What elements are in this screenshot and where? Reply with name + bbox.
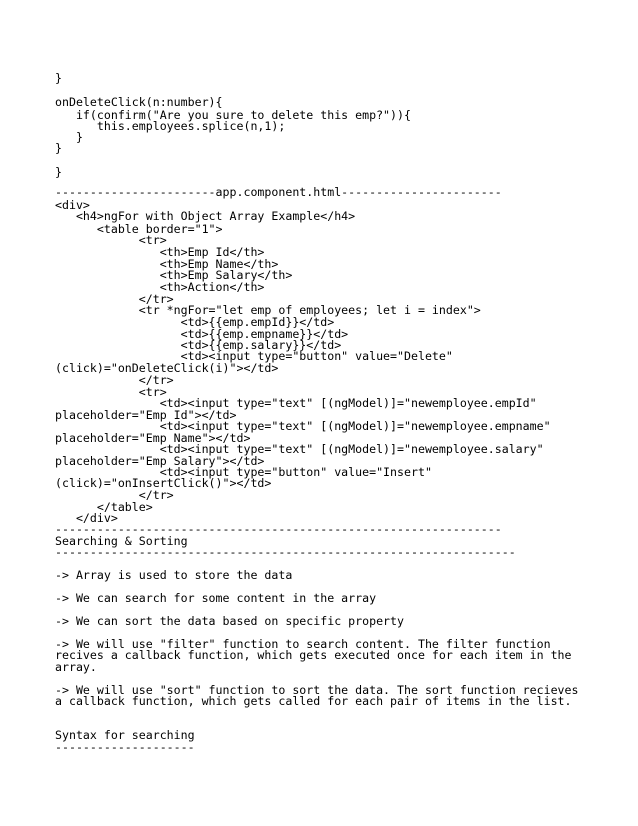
text-line: a callback function, which gets called for each pair of items in the list. (55, 694, 572, 708)
section-heading: Searching & Sorting (55, 534, 188, 548)
code-line: </tr> (55, 373, 174, 387)
code-line: <tr> (55, 385, 167, 399)
code-line: <table border="1"> (55, 222, 223, 236)
code-line: <h4>ngFor with Object Array Example</h4> (55, 209, 356, 223)
section-divider: ---------------------------------------------------------------- (55, 522, 502, 536)
code-line: <td>{{emp.empId}}</td> (55, 315, 335, 329)
code-line: placeholder="Emp Id"></td> (55, 408, 237, 422)
section-heading: Syntax for searching (55, 728, 195, 742)
text-line: array. (55, 660, 97, 674)
code-line: (click)="onDeleteClick(i)"></td> (55, 361, 279, 375)
code-line: <tr *ngFor="let emp of employees; let i = index"> (55, 303, 481, 317)
bullet-line: -> We will use "filter" function to search content. The filter function (55, 637, 551, 651)
code-line: } (55, 130, 83, 144)
code-line: </tr> (55, 488, 174, 502)
code-line: <td><input type="button" value="Delete" (55, 349, 453, 363)
code-line: <td>{{emp.empname}}</td> (55, 327, 349, 341)
code-line: <td>{{emp.salary}}</td> (55, 338, 342, 352)
code-line: <td><input type="text" [(ngModel)]="newemployee.salary" (55, 442, 544, 456)
code-line: <th>Action</th> (55, 280, 265, 294)
section-divider: -------------------- (55, 740, 195, 754)
code-line: <td><input type="text" [(ngModel)]="newemployee.empId" (55, 396, 537, 410)
bullet-line: -> We will use "sort" function to sort the data. The sort function recieves (55, 683, 579, 697)
code-line: placeholder="Emp Name"></td> (55, 431, 251, 445)
code-line: <td><input type="text" [(ngModel)]="newemployee.empname" (55, 419, 551, 433)
bullet-line: -> Array is used to store the data (55, 568, 293, 582)
code-line: <td><input type="button" value="Insert" (55, 465, 432, 479)
code-line: (click)="onInsertClick()"></td> (55, 476, 272, 490)
code-line: <tr> (55, 233, 167, 247)
code-line: <th>Emp Id</th> (55, 245, 265, 259)
code-line: <th>Emp Name</th> (55, 257, 279, 271)
code-line: if(confirm("Are you sure to delete this emp?")){ (55, 108, 411, 122)
code-line: </tr> (55, 292, 174, 306)
code-line: <th>Emp Salary</th> (55, 268, 293, 282)
section-divider: -----------------------app.component.html----------------------- (55, 185, 502, 199)
section-divider: ------------------------------------------------------------------ (55, 545, 516, 559)
code-line: onDeleteClick(n:number){ (55, 95, 223, 109)
text-line: recives a callback function, which gets executed once for each item in the (55, 648, 572, 662)
code-line: this.employees.splice(n,1); (55, 119, 286, 133)
code-line: } (55, 71, 62, 85)
code-line: } (55, 165, 62, 179)
code-line: } (55, 141, 62, 155)
code-line: </div> (55, 511, 118, 525)
code-line: </table> (55, 500, 153, 514)
bullet-line: -> We can search for some content in the array (55, 591, 377, 605)
bullet-line: -> We can sort the data based on specific property (55, 614, 405, 628)
code-line: placeholder="Emp Salary"></td> (55, 454, 265, 468)
code-line: <div> (55, 198, 90, 212)
